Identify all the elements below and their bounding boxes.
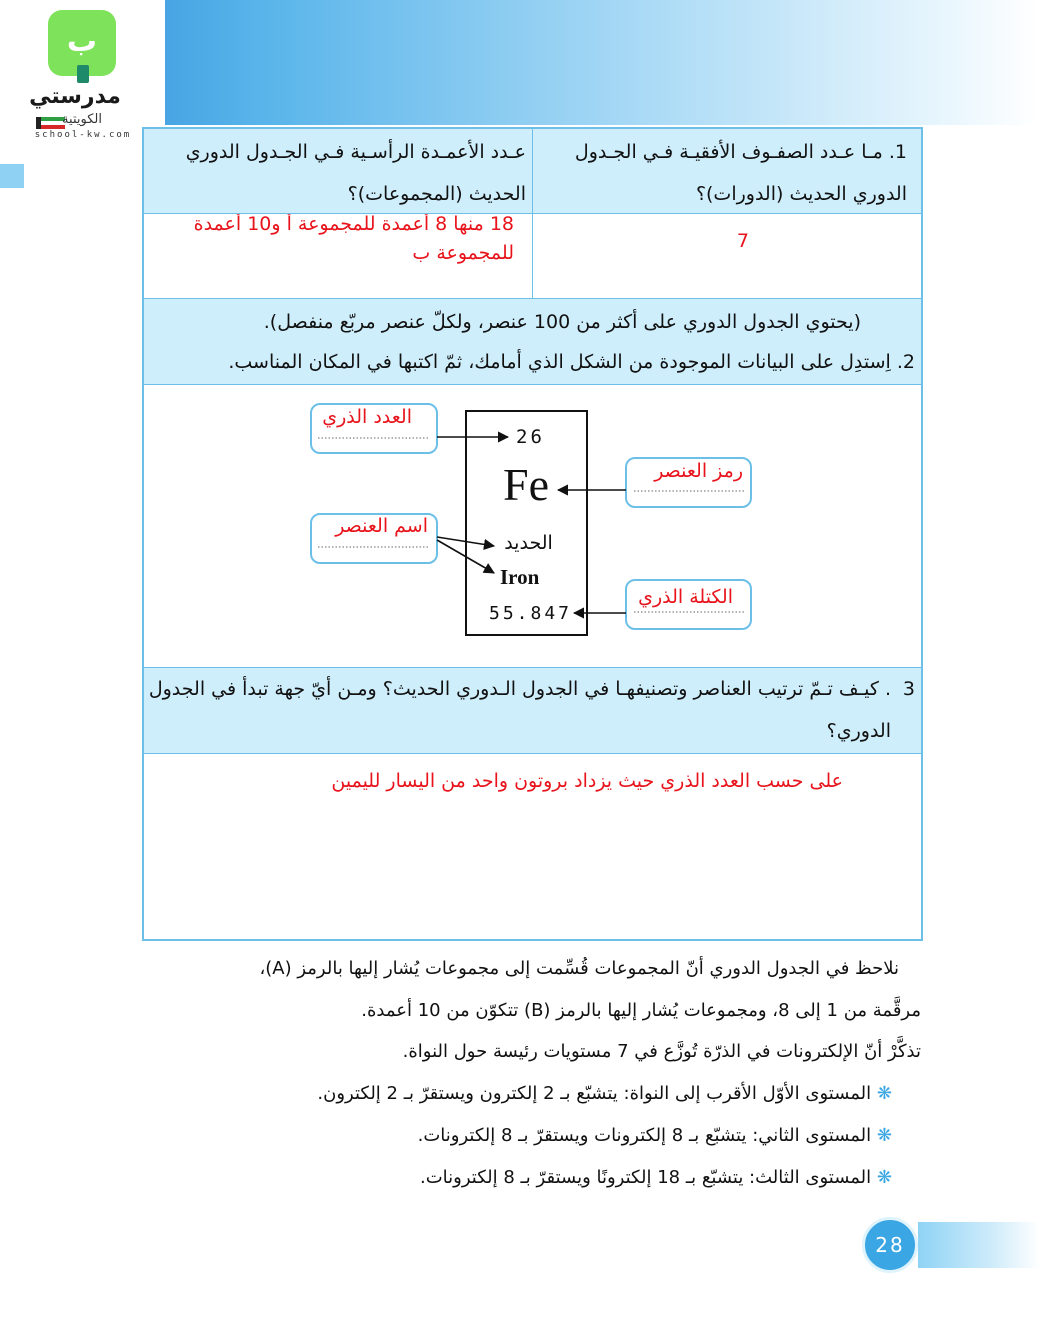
page-number: 28 [862, 1217, 918, 1273]
bullet-level-2 [132, 1118, 892, 1154]
logo-subtitle: الكويتية [62, 112, 102, 127]
element-name-ar: الحديد [504, 532, 553, 554]
q1-rows-question: 1. مـا عـدد الصفـوف الأفقيـة فـي الجـدول الدوري الحديث (الدورات)؟ [574, 141, 907, 205]
note-electron-levels: تذكَّرْ أنّ الإلكترونات في الذرّة تُوزَّع في 7 مستويات رئيسة حول النواة. [402, 1041, 921, 1062]
atomic-number: 26 [516, 426, 545, 448]
q1-columns-question: عـدد الأعمـدة الرأسـية فـي الجـدول الدوري الحديث (المجموعات)؟ [185, 141, 526, 205]
element-name-en: Iron [500, 565, 540, 589]
logo-mark-char: ب [66, 24, 98, 59]
bullet-icon: ❋ [876, 1167, 892, 1188]
q2-instruction: 2. اِستدِل على البيانات الموجودة من الشكل الذي أمامك، ثمّ اكتبها في المكان المناسب. [228, 351, 915, 373]
callout-element-name-label: اسم العنصر [335, 515, 428, 537]
page-number-band [918, 1222, 1039, 1268]
bullet-level-3 [132, 1160, 892, 1196]
note-groups-line2: مرقَّمة من 1 إلى 8، ومجموعات يُشار إليها بالرمز (B) تتكوّن من 10 أعمدة. [361, 1000, 921, 1021]
atomic-mass: 55.847 [489, 603, 573, 624]
q3-question: . كيـف تـمّ ترتيب العناصر وتصنيفهـا في الجدول الـدوري الحديث؟ ومـن أيّ جهة تبدأ في الجدول الدوري؟ [148, 678, 891, 742]
q2-hint: (يحتوي الجدول الدوري على أكثر من 100 عنصر، ولكلّ عنصر مربّع منفصل). [263, 311, 861, 333]
logo-domain: school-kw.com [34, 130, 132, 140]
bullet-text: المستوى الثاني: يتشبّع بـ 8 إلكترونات ويستقرّ بـ 8 إلكترونات. [417, 1125, 872, 1146]
bullet-text: المستوى الأوّل الأقرب إلى النواة: يتشبّع بـ 2 إلكترون ويستقرّ بـ 2 إلكترون. [317, 1083, 872, 1104]
q1-columns-answer: 18 منها 8 أعمدة للمجموعة أ و10 أعمدة للمجموعة ب [193, 213, 514, 264]
logo-name: مدرستي [29, 84, 121, 109]
q3-answer: على حسب العدد الذري حيث يزداد بروتون واحد من اليسار لليمين [331, 770, 843, 792]
bullet-text: المستوى الثالث: يتشبّع بـ 18 إلكترونًا ويستقرّ بـ 8 إلكترونات. [419, 1167, 872, 1188]
q3-number: 3 [902, 678, 915, 700]
q1-rows-answer: 7 [736, 230, 749, 252]
element-symbol: Fe [503, 459, 549, 510]
bullet-icon: ❋ [876, 1125, 892, 1146]
bullet-icon: ❋ [876, 1083, 892, 1104]
note-groups-line1: نلاحظ في الجدول الدوري أنّ المجموعات قُسِّمت إلى مجموعات يُشار إليها بالرمز (A)، [259, 958, 899, 979]
bullet-level-1 [132, 1076, 892, 1112]
callout-atomic-number-label: العدد الذري [322, 406, 412, 428]
callout-atomic-mass-label: الكتلة الذري [638, 586, 733, 608]
callout-symbol-label: رمز العنصر [654, 460, 743, 482]
